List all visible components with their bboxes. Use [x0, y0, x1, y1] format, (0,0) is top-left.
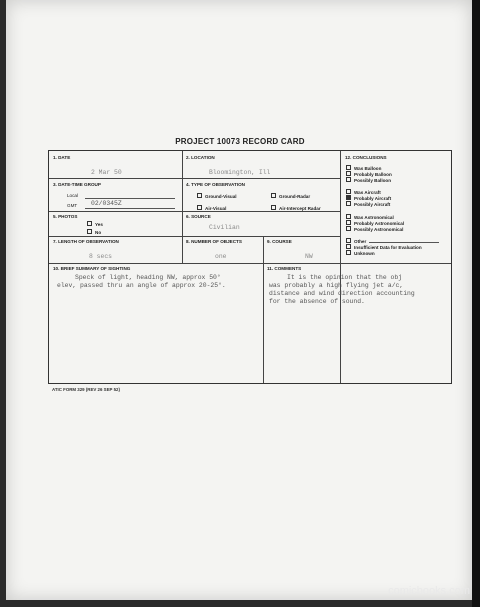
num-objects-label: 8. NUMBER OF OBJECTS [186, 239, 242, 244]
date-label: 1. DATE [53, 155, 71, 160]
probably-aircraft-option[interactable]: Probably Aircraft [346, 195, 391, 201]
summary-line: Speck of light, heading NW, approx 50° [75, 274, 221, 281]
was-aircraft-option[interactable]: Was Aircraft [346, 189, 381, 195]
course-label: 9. COURSE [267, 239, 292, 244]
other-line [369, 242, 439, 243]
divider [182, 151, 183, 263]
form-footer: ATIC FORM 329 (REV 26 SEP 52) [52, 387, 120, 392]
was-astronomical-option[interactable]: Was Astronomical [346, 214, 394, 220]
divider [49, 236, 340, 237]
gmt-line [85, 208, 175, 209]
card-title: PROJECT 10073 RECORD CARD [175, 137, 305, 146]
divider [340, 151, 341, 383]
divider [263, 236, 264, 263]
date-value: 2 Mar 50 [91, 169, 122, 176]
photos-yes-option[interactable]: Yes [87, 221, 103, 227]
source-value: Civilian [209, 224, 240, 231]
local-line [85, 198, 175, 199]
probably-astronomical-option[interactable]: Probably Astronomical [346, 220, 404, 226]
dtg-label: 3. DATE-TIME GROUP [53, 182, 101, 187]
ground-visual-option[interactable]: Ground-Visual [197, 193, 237, 199]
probably-balloon-option[interactable]: Probably Balloon [346, 171, 392, 177]
summary-label: 10. BRIEF SUMMARY OF SIGHTING [53, 266, 131, 271]
comments-label: 11. COMMENTS [267, 266, 302, 271]
dtg-gmt-value: 02/0345Z [91, 200, 122, 207]
conclusions-label: 12. CONCLUSIONS [345, 155, 387, 160]
photos-no-option[interactable]: No [87, 229, 101, 235]
possibly-astronomical-option[interactable]: Possibly Astronomical [346, 226, 403, 232]
divider [49, 178, 340, 179]
watermark: comicbooks.com [388, 585, 470, 597]
location-label: 2. LOCATION [186, 155, 215, 160]
photos-label: 5. PHOTOS [53, 214, 78, 219]
comments-line: It is the opinion that the obj [287, 274, 403, 281]
unknown-option[interactable]: Unknown [346, 250, 375, 256]
air-intercept-radar-option[interactable]: Air-Intercept Radar [271, 205, 321, 211]
summary-line: elev, passed thru an angle of approx 20-25°. [57, 282, 226, 289]
ground-radar-option[interactable]: Ground-Radar [271, 193, 310, 199]
divider [49, 263, 451, 264]
comments-line: was probably a high flying jet a/c, [269, 282, 404, 289]
dtg-gmt-label: GMT [67, 203, 78, 208]
scan-edge [472, 0, 480, 607]
other-option[interactable]: Other [346, 238, 366, 244]
record-card [48, 150, 452, 384]
location-value: Bloomington, Ill [209, 169, 271, 176]
type-obs-label: 4. TYPE OF OBSERVATION [186, 182, 245, 187]
insufficient-data-option[interactable]: Insufficient Data for Evaluation [346, 244, 422, 250]
comments-line: for the absence of sound. [269, 298, 365, 305]
comments-line: distance and wind direction accounting [269, 290, 415, 297]
divider [49, 211, 340, 212]
num-objects-value: one [215, 253, 227, 260]
possibly-aircraft-option[interactable]: Possibly Aircraft [346, 201, 390, 207]
source-label: 6. SOURCE [186, 214, 211, 219]
air-visual-option[interactable]: Air-Visual [197, 205, 226, 211]
dtg-local-label: Local [67, 193, 78, 198]
length-label: 7. LENGTH OF OBSERVATION [53, 239, 119, 244]
possibly-balloon-option[interactable]: Possibly Balloon [346, 177, 391, 183]
divider [263, 263, 264, 383]
was-balloon-option[interactable]: Was Balloon [346, 165, 381, 171]
course-value: NW [305, 253, 313, 260]
length-value: 8 secs [89, 253, 113, 260]
